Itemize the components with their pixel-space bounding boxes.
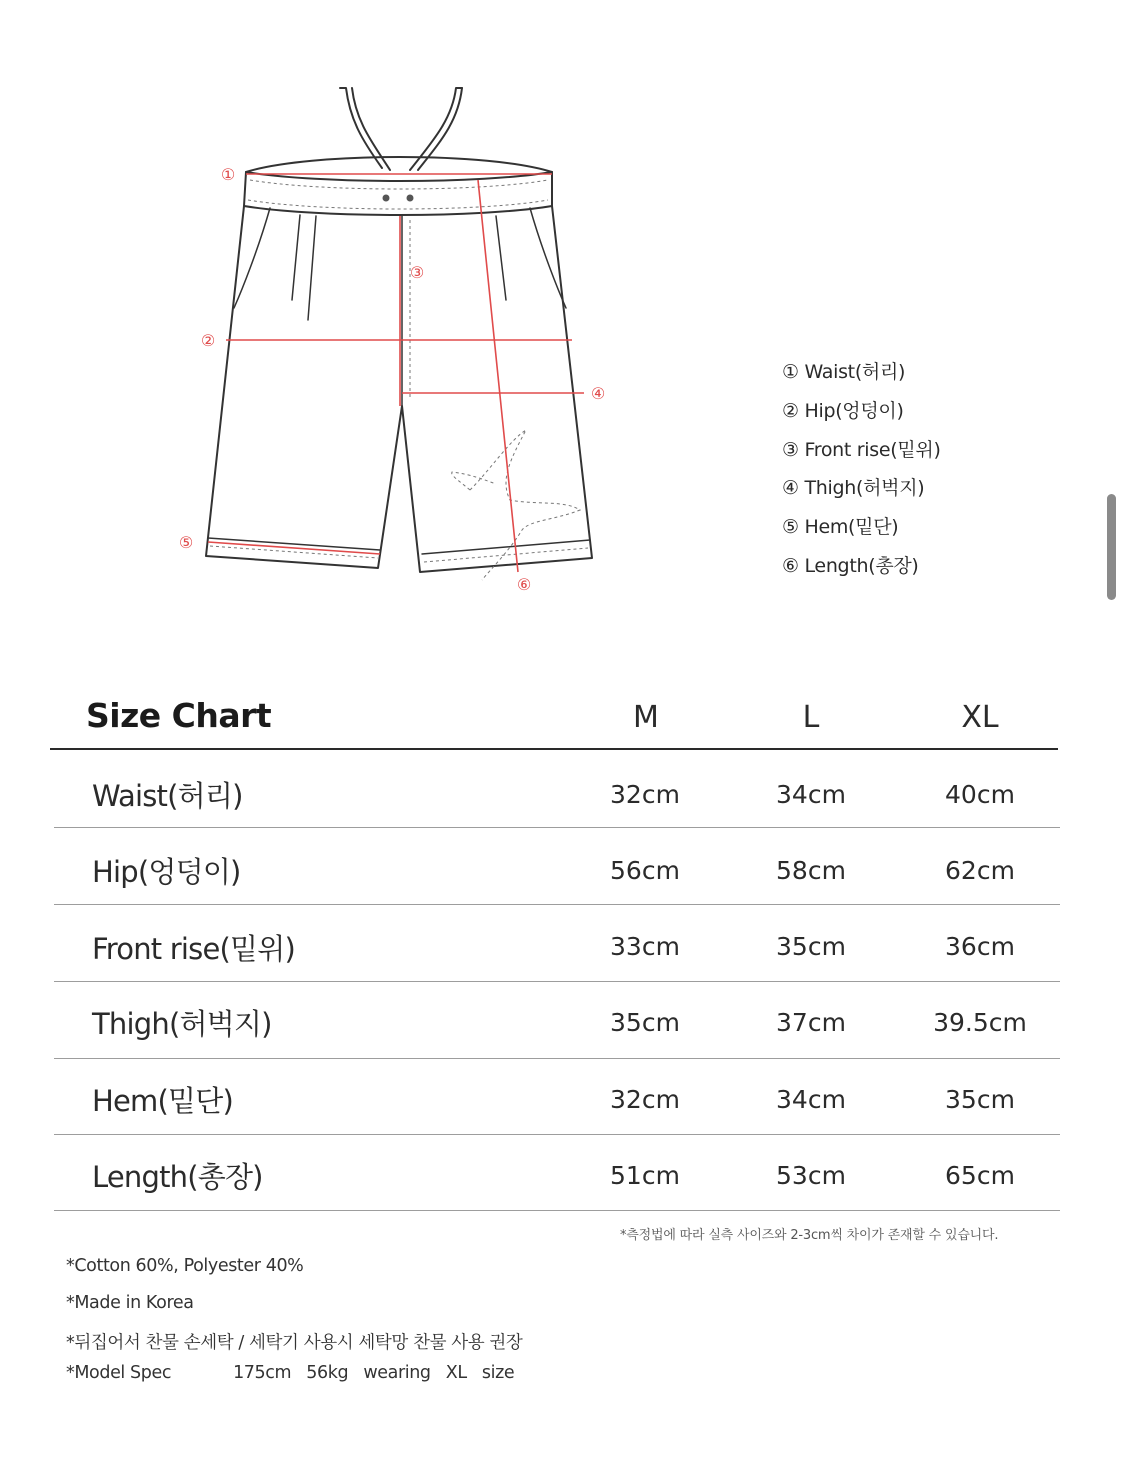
size-chart-title: Size Chart (86, 696, 272, 735)
row-label-hem: Hem(밑단) (92, 1084, 233, 1118)
row-label-front-rise: Front rise(밑위) (92, 932, 295, 966)
measurement-note: *측정법에 따라 실측 사이즈와 2-3cm씩 차이가 존재할 수 있습니다. (620, 1228, 999, 1243)
row-label-thigh: Thigh(허벅지) (92, 1007, 272, 1041)
cell-thigh-l: 37cm (776, 1008, 846, 1037)
row-label-length: Length(총장) (92, 1160, 263, 1194)
cell-front-rise-l: 35cm (776, 932, 846, 961)
row-divider (54, 1134, 1060, 1135)
material-note: *Cotton 60%, Polyester 40% (66, 1256, 304, 1276)
size-header-xl: XL (961, 700, 999, 735)
cell-length-l: 53cm (776, 1161, 846, 1190)
size-header-m: M (633, 700, 659, 735)
waistband-top (246, 157, 552, 172)
cell-hem-l: 34cm (776, 1085, 846, 1114)
marker-3: ③ (409, 263, 425, 282)
care-note: *뒤집어서 찬물 손세탁 / 세탁기 사용시 세탁망 찬물 사용 권장 (66, 1333, 523, 1353)
marker-4: ④ (590, 384, 606, 403)
measurement-legend (782, 358, 941, 591)
cell-hem-m: 32cm (610, 1085, 680, 1114)
row-divider (54, 827, 1060, 828)
model-spec-label: *Model Spec (66, 1363, 172, 1383)
model-spec-values: 175cm 56kg wearing XL size (233, 1363, 515, 1383)
size-header-l: L (802, 700, 820, 735)
cell-hip-xl: 62cm (945, 856, 1015, 885)
cell-thigh-m: 35cm (610, 1008, 680, 1037)
shorts-diagram (170, 80, 630, 610)
cell-length-xl: 65cm (945, 1161, 1015, 1190)
cell-hip-m: 56cm (610, 856, 680, 885)
origin-note: *Made in Korea (66, 1293, 194, 1313)
shorts-outline (206, 206, 592, 572)
marker-2: ② (200, 331, 216, 350)
legend-item-hem: ⑤ Hem(밑단) (782, 516, 899, 539)
row-divider (54, 981, 1060, 982)
row-divider (54, 1210, 1060, 1211)
cell-waist-m: 32cm (610, 780, 680, 809)
scrollbar-thumb[interactable] (1107, 494, 1116, 600)
row-divider (54, 1058, 1060, 1059)
cell-hem-xl: 35cm (945, 1085, 1015, 1114)
legend-item-length: ⑥ Length(총장) (782, 554, 919, 577)
row-label-hip: Hip(엉덩이) (92, 855, 241, 889)
model-spec (66, 1363, 514, 1383)
drawstring-left (340, 88, 382, 168)
cell-length-m: 51cm (610, 1161, 680, 1190)
cell-front-rise-xl: 36cm (945, 932, 1015, 961)
cell-waist-xl: 40cm (945, 780, 1015, 809)
cell-waist-l: 34cm (776, 780, 846, 809)
header-divider (50, 748, 1058, 750)
row-divider (54, 904, 1060, 905)
legend-item-front-rise: ③ Front rise(밑위) (782, 438, 941, 461)
waistband-bottom (244, 206, 552, 215)
cell-hip-l: 58cm (776, 856, 846, 885)
marker-5: ⑤ (178, 533, 194, 552)
row-label-waist: Waist(허리) (92, 779, 243, 813)
legend-item-thigh: ④ Thigh(허벅지) (782, 477, 925, 500)
marker-1: ① (220, 165, 236, 184)
cell-thigh-xl: 39.5cm (933, 1008, 1027, 1037)
marker-6: ⑥ (516, 575, 532, 594)
cell-front-rise-m: 33cm (610, 932, 680, 961)
legend-item-hip: ② Hip(엉덩이) (782, 399, 904, 422)
legend-item-waist: ① Waist(허리) (782, 361, 906, 383)
